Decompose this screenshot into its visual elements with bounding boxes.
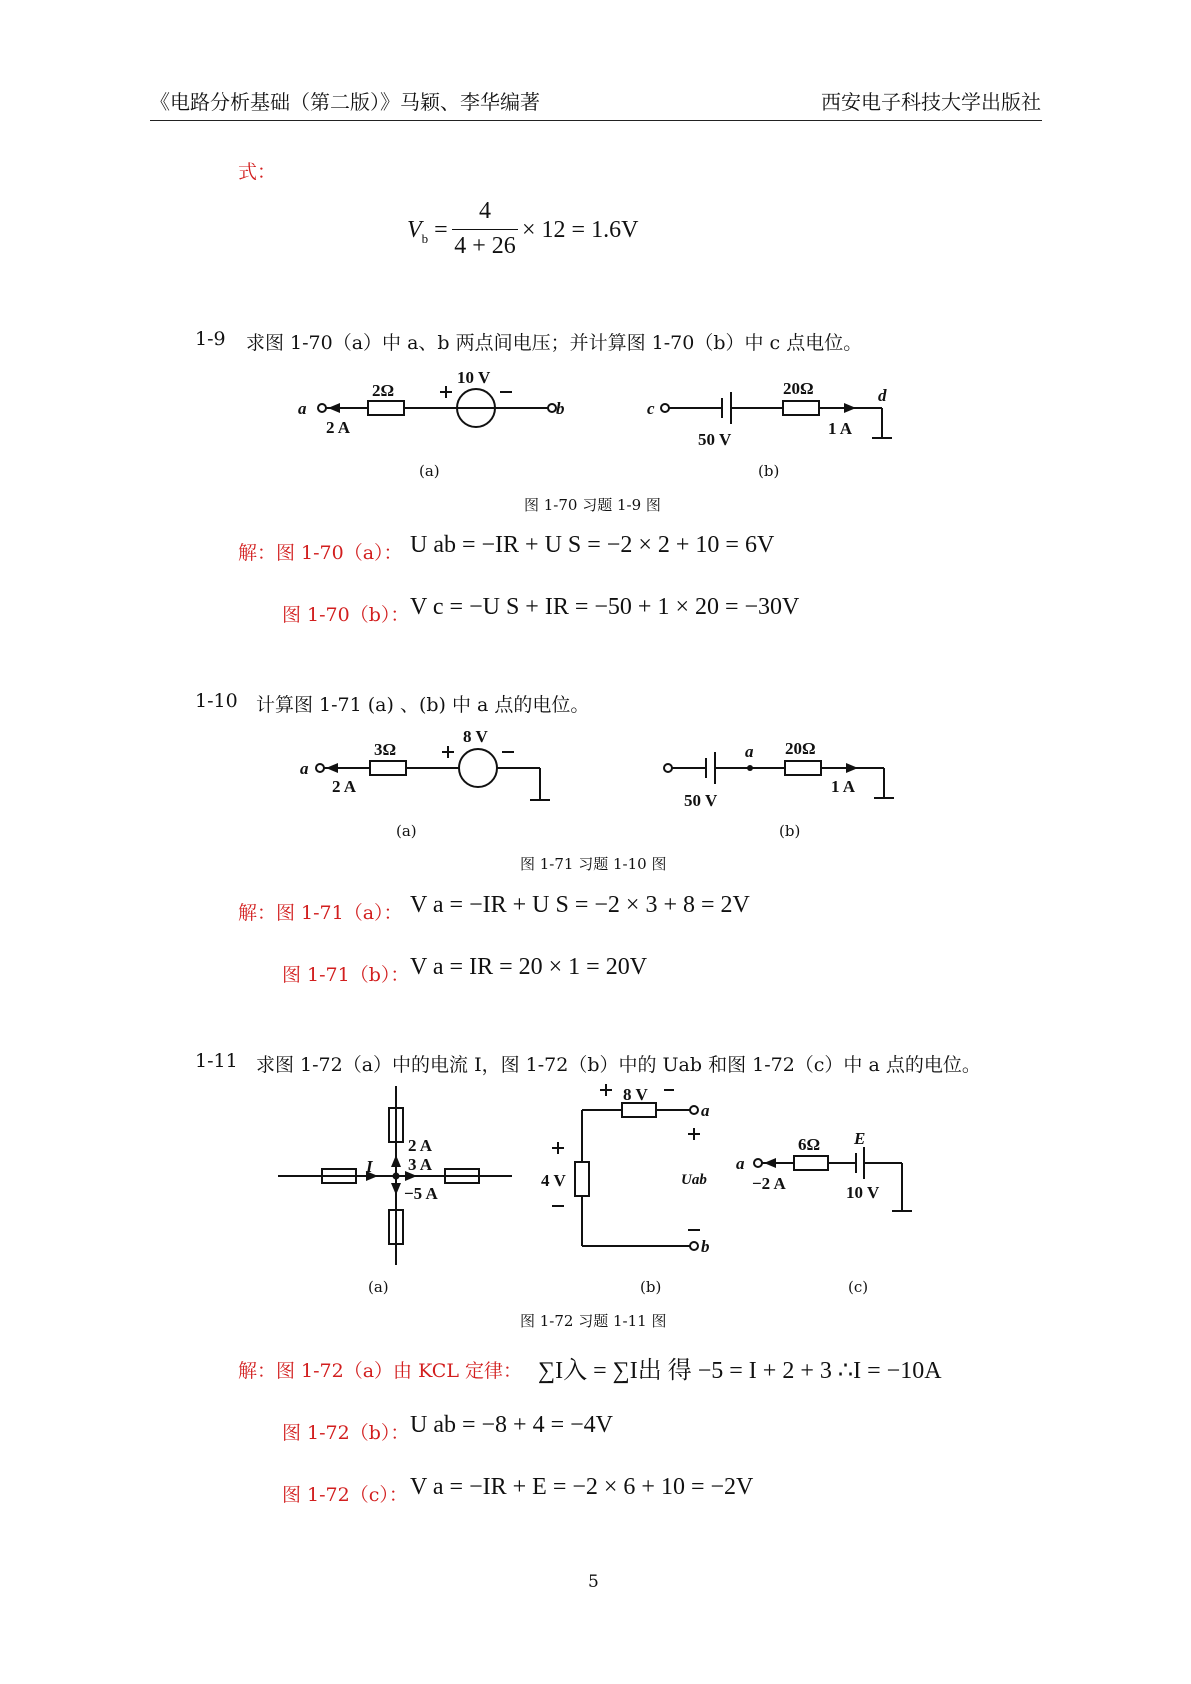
solution-prefix: 图 1-70（b）： bbox=[282, 604, 410, 626]
intro-word: 式： bbox=[238, 161, 277, 183]
solution-equation: V a = −IR + U S = −2 × 3 + 8 = 2V bbox=[410, 892, 750, 918]
node-b-label: b bbox=[556, 399, 565, 418]
current-label: −2 A bbox=[752, 1174, 786, 1193]
node-b-label: b bbox=[701, 1237, 710, 1256]
solution-prefix: 解：图 1-72（a）由 KCL 定律： bbox=[238, 1360, 522, 1382]
solution-prefix: 图 1-72（b）： bbox=[282, 1422, 410, 1444]
current-label: 3 A bbox=[408, 1155, 433, 1174]
resistor-voltage-label: 4 V bbox=[541, 1171, 566, 1190]
current-label: 2 A bbox=[332, 777, 357, 796]
solution-prefix: 解：图 1-71（a）： bbox=[238, 902, 403, 924]
node-a-label: a bbox=[701, 1101, 710, 1120]
vb-lhs: $V_b$ = bbox=[407, 217, 448, 246]
header-publisher: 西安电子科技大学出版社 bbox=[821, 90, 1041, 114]
resistor-label: 20Ω bbox=[785, 739, 816, 758]
fig-1-72-a-label: (a) bbox=[368, 1278, 389, 1296]
source-label: 10 V bbox=[457, 368, 491, 387]
page-number: 5 bbox=[588, 1572, 599, 1592]
header-book-title: 《电路分析基础（第二版）》马颖、李华编著 bbox=[150, 90, 540, 114]
resistor-label: 6Ω bbox=[798, 1135, 821, 1154]
figure-caption: 图 1-70 习题 1-9 图 bbox=[524, 496, 661, 514]
current-label: 1 A bbox=[831, 777, 856, 796]
resistor-label: 2Ω bbox=[372, 381, 395, 400]
solution-equation: V a = −IR + E = −2 × 6 + 10 = −2V bbox=[410, 1474, 754, 1500]
problem-text: 求图 1-70（a）中 a、b 两点间电压；并计算图 1-70（b）中 c 点电位。 bbox=[246, 332, 863, 354]
solution-prefix: 图 1-71（b）： bbox=[282, 964, 410, 986]
battery-label: 10 V bbox=[846, 1183, 880, 1202]
solution-equation: V c = −U S + IR = −50 + 1 × 20 = −30V bbox=[410, 594, 800, 620]
problem-number: 1-10 bbox=[195, 690, 238, 712]
vb-denominator: 4 + 26 bbox=[454, 233, 516, 259]
problem-text: 计算图 1-71 (a) 、(b) 中 a 点的电位。 bbox=[256, 694, 590, 716]
solution-equation: U ab = −IR + U S = −2 × 2 + 10 = 6V bbox=[410, 532, 775, 558]
fig-1-71-a-label: (a) bbox=[396, 822, 417, 840]
node-c-label: c bbox=[647, 399, 655, 418]
problem-number: 1-11 bbox=[195, 1050, 238, 1072]
source-label: 8 V bbox=[623, 1085, 648, 1104]
solution-prefix: 图 1-72（c）： bbox=[282, 1484, 408, 1506]
solution-equation: U ab = −8 + 4 = −4V bbox=[410, 1412, 613, 1438]
node-a-label: a bbox=[300, 759, 309, 778]
node-a-label: a bbox=[736, 1154, 745, 1173]
solution-prefix: 解：图 1-70（a）： bbox=[238, 542, 403, 564]
vb-numerator: 4 bbox=[479, 198, 491, 224]
vb-rhs: × 12 = 1.6V bbox=[522, 217, 639, 243]
solution-equation: V a = IR = 20 × 1 = 20V bbox=[410, 954, 648, 980]
current-label: −5 A bbox=[404, 1184, 438, 1203]
source-label: 8 V bbox=[463, 727, 488, 746]
fig-1-71-b-label: (b) bbox=[779, 822, 801, 840]
resistor-label: 3Ω bbox=[374, 740, 397, 759]
battery-label: 50 V bbox=[698, 430, 732, 449]
node-a-label: a bbox=[745, 742, 754, 761]
fig-1-72-b-label: (b) bbox=[640, 1278, 662, 1296]
current-label: 1 A bbox=[828, 419, 853, 438]
problem-number: 1-9 bbox=[195, 328, 226, 350]
emf-label: E bbox=[854, 1129, 866, 1148]
figure-caption: 图 1-72 习题 1-11 图 bbox=[520, 1312, 667, 1330]
node-d-label: d bbox=[878, 386, 887, 405]
node-a-label: a bbox=[298, 399, 307, 418]
fig-1-72-c-label: (c) bbox=[848, 1278, 869, 1296]
fig-1-70-a-label: (a) bbox=[419, 462, 440, 480]
voltage-label: Uab bbox=[681, 1172, 707, 1188]
battery-label: 50 V bbox=[684, 791, 718, 810]
current-I-label: I bbox=[366, 1157, 373, 1176]
figure-caption: 图 1-71 习题 1-10 图 bbox=[520, 855, 667, 873]
current-label: 2 A bbox=[326, 418, 351, 437]
fig-1-70-b-label: (b) bbox=[758, 462, 780, 480]
solution-equation: ∑I入 = ∑I出 得 −5 = I + 2 + 3 ∴I = −10A bbox=[538, 1358, 942, 1384]
current-label: 2 A bbox=[408, 1136, 433, 1155]
problem-text: 求图 1-72（a）中的电流 I，图 1-72（b）中的 Uab 和图 1-72（c）中 a 点的电位。 bbox=[256, 1054, 981, 1076]
resistor-label: 20Ω bbox=[783, 379, 814, 398]
